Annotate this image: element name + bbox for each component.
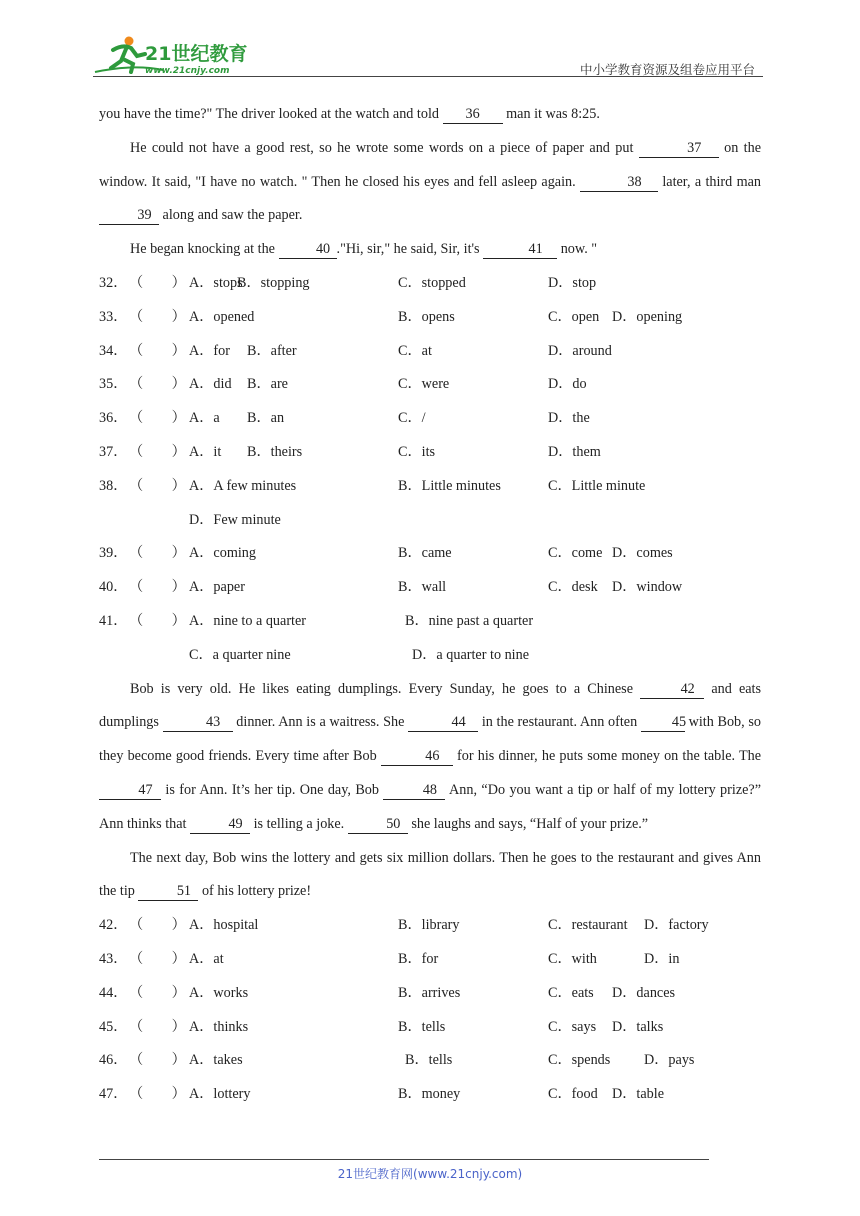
- passage1-line-a: you have the time?" The driver looked at the watch and told 36 man it was 8:25.: [99, 106, 600, 122]
- blank-39: 39: [99, 207, 159, 225]
- blank-36: 36: [443, 106, 503, 124]
- blank-48: 48: [383, 782, 445, 800]
- svg-text:www.21cnjy.com: www.21cnjy.com: [145, 66, 230, 76]
- footer-divider: [99, 1159, 709, 1160]
- question-46: 46． （ ） A．takes B．tells C．spends D．pays: [99, 1052, 695, 1069]
- blank-46: 46: [381, 748, 453, 766]
- question-47: 47． （ ） A．lottery B．money C．food D．table: [99, 1086, 665, 1103]
- blank-44: 44: [408, 714, 478, 732]
- question-36: 36． （ ） A．a B．an C．/ D．the: [99, 410, 590, 427]
- passage1-para3: He began knocking at the 40 ."Hi, sir," he said, Sir, it's 41 now. ": [130, 241, 598, 258]
- question-38: 38． （ ） A．A few minutes B．Little minutes C．Little minute: [99, 477, 646, 494]
- blank-40: 40: [279, 241, 337, 259]
- page-header: [93, 30, 763, 78]
- passage2-para2: The next day, Bob wins the lottery and gets six million dollars. Then he goes to the restaurant and gives Ann the tip 51 of his lottery prize!: [99, 849, 761, 900]
- question-42: 42． （ ） A．hospital B．library C．restaurant D．factory: [99, 917, 709, 934]
- blank-47: 47: [99, 782, 161, 800]
- question-37: 37． （ ） A．it B．theirs C．its D．them: [99, 443, 601, 460]
- document-body: [99, 98, 761, 1112]
- passage2-para1: Bob is very old. He likes eating dumplings. Every Sunday, he goes to a Chinese 42 and eats dumplings 43 dinner. Ann is a waitress. She 44 in the restaurant. Ann often 45 with Bob, so they become good friends. Every time after Bob 46 for his dinner, he puts some money on the table. The 47 is for Ann. It’s her tip. One day, Bob 48 Ann, “Do you want a tip or half of my lottery prize?” Ann thinks that 49 is telling a joke. 50 she laughs and says, “Half of your prize.”: [99, 680, 762, 832]
- passage1-para2: He could not have a good rest, so he wrote some words on a piece of paper and put 37 on the window. It said, "I have no watch. " Then he closed his eyes and fell asleep again. 38 later, a third man 39 along and saw the paper.: [99, 139, 761, 224]
- question-40: 40． （ ） A．paper B．wall C．desk D．window: [99, 579, 683, 596]
- blank-51: 51: [138, 883, 198, 901]
- question-45: 45． （ ） A．thinks B．tells C．says D．talks: [99, 1018, 664, 1035]
- question-41: 41． （ ） A．nine to a quarter B．nine past a quarter: [99, 612, 534, 629]
- blank-43: 43: [163, 714, 233, 732]
- question-39: 39． （ ） A．coming B．came C．come D．comes: [99, 545, 673, 562]
- question-34: 34． （ ） A．for B．after C．at D．around: [99, 342, 612, 359]
- blank-38: 38: [580, 174, 658, 192]
- logo-21cnjy: [93, 34, 258, 78]
- question-33: 33． （ ） A．opened B．opens C．open D．opening: [99, 308, 683, 325]
- svg-text:21世纪教育: 21世纪教育: [145, 43, 248, 65]
- question-35: 35． （ ） A．did B．are C．were D．do: [99, 376, 587, 393]
- blank-41: 41: [483, 241, 557, 259]
- header-divider: [93, 76, 763, 77]
- footer-text: 21世纪教育网(www.21cnjy.com): [337, 1167, 523, 1181]
- blank-37: 37: [639, 140, 719, 158]
- question-32: 32． （ ） A．stops B．stopping C．stopped D．stop: [99, 274, 597, 291]
- blank-42: 42: [640, 681, 704, 699]
- header-tagline: 中小学教育资源及组卷应用平台: [579, 62, 755, 77]
- question-38-cont: D．Few minute: [189, 511, 281, 528]
- blank-49: 49: [190, 816, 250, 834]
- question-43: 43． （ ） A．at B．for C．with D．in: [99, 950, 680, 967]
- question-41-cont: C．a quarter nine D．a quarter to nine: [189, 646, 530, 663]
- blank-45: 45: [641, 714, 685, 732]
- blank-50: 50: [348, 816, 408, 834]
- question-44: 44． （ ） A．works B．arrives C．eats D．dances: [99, 984, 676, 1001]
